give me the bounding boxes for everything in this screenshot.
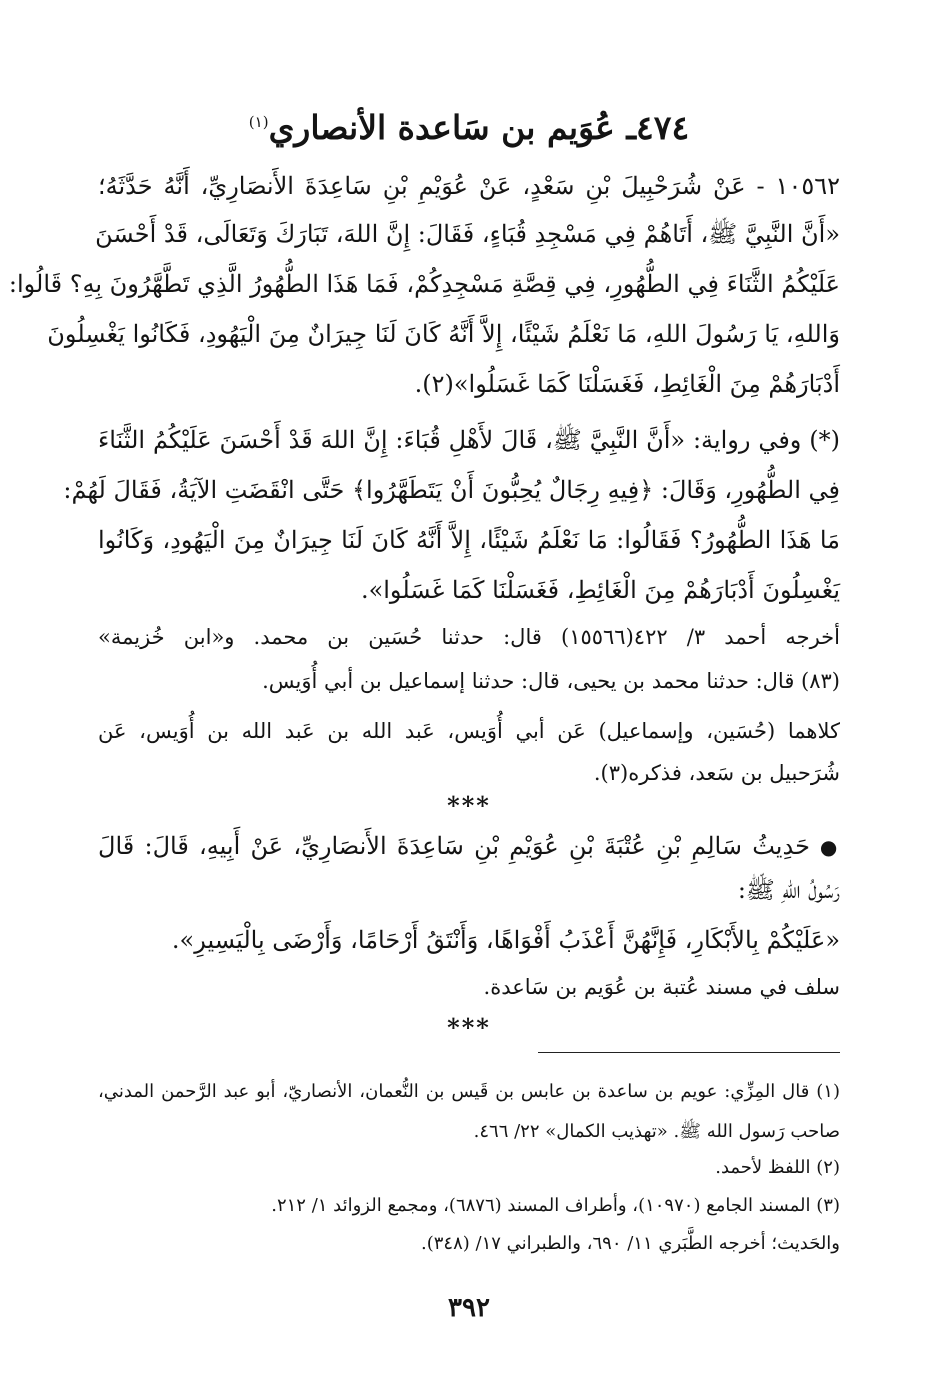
hadith-line: عَلَيْكُمُ الثَّنَاءَ فِي الطُّهُورِ، فِي قِصَّةِ مَسْجِدِكُمْ، فَمَا هَذَا الطُّهُورُ الَّذِي تَطَّهَّرُونَ بِهِ؟ قَالُوا: — [8, 270, 840, 298]
footnote-line: (٣) المسند الجامع (١٠٩٧٠)، وأطراف المسند (٦٨٧٦)، ومجمع الزوائد ١/ ٢١٢. — [271, 1195, 840, 1216]
section-separator: *** — [447, 791, 491, 820]
variant-line: (*) وفي رواية: «أَنَّ النَّبِيَّ ﷺ، قَالَ لأَهْلِ قُبَاءَ: إِنَّ اللهَ قَدْ أَحْسَنَ عَلَيْكُمُ الثَّنَاءَ — [98, 426, 840, 454]
bullet-icon: ● — [819, 835, 841, 859]
takhrij-line: أخرجه أحمد ٣/ ٤٢٢(١٥٥٦٦) قال: حدثنا حُسَين بن محمد. و«ابن خُزيمة» — [98, 625, 840, 649]
second-hadith-text: حَدِيثُ سَالِمِ بْنِ عُتْبَةَ بْنِ عُوَيْمِ بْنِ سَاعِدَةَ الأَنصَارِيِّ، عَنْ أَبِيهِ، قَالَ: قَالَ — [98, 832, 810, 860]
second-hadith-line: رَسُولُ اللهِ ﷺ: — [737, 876, 840, 904]
variant-line: مَا هَذَا الطُّهُورُ؟ فَقَالُوا: مَا نَعْلَمُ شَيْئًا، إِلاَّ أَنَّهُ كَانَ لَنَا جِيرَانٌ مِنَ الْيَهُودِ، وَكَانُوا — [98, 526, 840, 554]
page-number: ٣٩٢ — [448, 1293, 490, 1323]
title-footnote-ref: (١) — [248, 113, 269, 131]
chapter-title — [98, 96, 840, 148]
hadith-line: أَدْبَارَهُمْ مِنَ الْغَائِطِ، فَغَسَلْنَا كَمَا غَسَلُوا»(٢). — [414, 370, 840, 398]
footnote-line: صاحب رَسول الله ﷺ. «تهذيب الكمال» ٢٢/ ٤٦٦. — [473, 1121, 840, 1142]
takhrij-line: كلاهما (حُسَين، وإسماعيل) عَن أبي أُوَيس، عَبد الله بن عَبد الله بن أُوَيس، عَن — [98, 719, 840, 743]
hadith-line: وَاللهِ، يَا رَسُولَ اللهِ، مَا نَعْلَمُ شَيْئًا، إِلاَّ أَنَّهُ كَانَ لَنَا جِيرَانٌ مِنَ الْيَهُودِ، فَكَانُوا يَغْسِلُونَ — [47, 320, 840, 348]
footnote-line: (٢) اللفظ لأحمد. — [715, 1157, 840, 1178]
chapter-title-text: ٤٧٤ـ عُوَيم بن سَاعدة الأنصاري — [268, 108, 690, 147]
hadith-line: «أَنَّ النَّبِيَّ ﷺ، أَتَاهُمْ فِي مَسْجِدِ قُبَاءٍ، فَقَالَ: إِنَّ اللهَ، تَبَارَكَ وَتَعَالَى، قَدْ أَحْسَنَ — [95, 220, 840, 248]
second-hadith-line — [98, 826, 840, 866]
section-separator: *** — [447, 1013, 491, 1042]
takhrij-line: شُرَحبيل بن سَعد، فذكره(٣). — [593, 761, 840, 785]
footnote-divider — [538, 1052, 840, 1053]
footnote-line: (١) قال المِزِّي: عويم بن ساعدة بن عابس بن قَيس بن النُّعمان، الأنصاريّ، أبو عبد الرَّحمن المدني، — [98, 1081, 840, 1102]
hadith-line: ١٠٥٦٢ - عَنْ شُرَحْبِيلَ بْنِ سَعْدٍ، عَنْ عُوَيْمِ بْنِ سَاعِدَةَ الأَنصَارِيِّ، أَنَّهُ حَدَّثَهُ؛ — [98, 172, 840, 200]
takhrij-line: (٨٣) قال: حدثنا محمد بن يحيى، قال: حدثنا إسماعيل بن أبي أُوَيس. — [262, 669, 840, 693]
variant-line: يَغْسِلُونَ أَدْبَارَهُمْ مِنَ الْغَائِطِ، فَغَسَلْنَا كَمَا غَسَلُوا». — [360, 576, 840, 604]
cross-reference: سلف في مسند عُتبة بن عُوَيم بن سَاعدة. — [483, 975, 840, 999]
second-hadith-line: «عَلَيْكُمْ بِالأَبْكَارِ، فَإِنَّهُنَّ أَعْذَبُ أَفْوَاهًا، وَأَنْتَقُ أَرْحَامًا، وَأَرْضَى بِالْيَسِيرِ». — [171, 926, 840, 954]
variant-line: فِي الطُّهُورِ، وَقَالَ: ﴿فِيهِ رِجَالٌ يُحِبُّونَ أَنْ يَتَطَهَّرُوا﴾ حَتَّى انْقَضَتِ الآيَةُ، فَقَالَ لَهُمْ: — [63, 476, 840, 504]
footnote-line: والحَديث؛ أخرجه الطَّبَري ١١/ ٦٩٠، والطبراني ١٧/ (٣٤٨). — [420, 1233, 840, 1254]
